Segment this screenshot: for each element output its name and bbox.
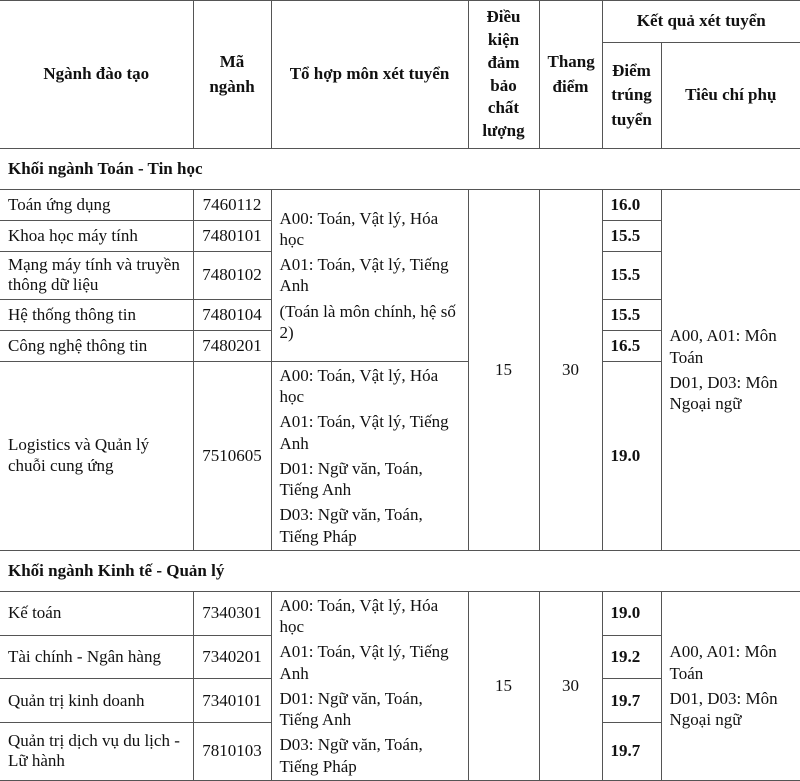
header-condition: Điều kiện đảm bảo chất lượng: [468, 1, 539, 149]
sub-criteria: A00, A01: Môn Toán D01, D03: Môn Ngoại ngữ: [661, 190, 800, 551]
cutoff-score: 15.5: [602, 221, 661, 252]
major-name: Hệ thống thông tin: [0, 299, 193, 330]
quality-condition: 15: [468, 591, 539, 780]
table-row: [0, 190, 800, 221]
header-row-1: [0, 1, 800, 43]
score-scale: 30: [539, 591, 602, 780]
major-name: Công nghệ thông tin: [0, 330, 193, 361]
header-combo: Tổ hợp môn xét tuyển: [271, 1, 468, 149]
major-code: 7480102: [193, 252, 271, 300]
cutoff-score: 15.5: [602, 252, 661, 300]
header-code: Mã ngành: [193, 1, 271, 149]
sub-criteria: A00, A01: Môn Toán D01, D03: Môn Ngoại ngữ: [661, 591, 800, 780]
section-title-row: [0, 149, 800, 190]
score-scale: 30: [539, 190, 602, 551]
quality-condition: 15: [468, 190, 539, 551]
header-cutoff: Điểm trúng tuyển: [602, 43, 661, 149]
header-results: Kết quả xét tuyển: [602, 1, 800, 43]
major-name: Kế toán: [0, 591, 193, 635]
cutoff-score: 19.7: [602, 723, 661, 781]
major-name: Quản trị dịch vụ du lịch - Lữ hành: [0, 723, 193, 781]
table-row: [0, 591, 800, 635]
major-name: Toán ứng dụng: [0, 190, 193, 221]
cutoff-score: 16.5: [602, 330, 661, 361]
major-name: Quản trị kinh doanh: [0, 679, 193, 723]
header-major: Ngành đào tạo: [0, 1, 193, 149]
cutoff-score: 19.7: [602, 679, 661, 723]
header-scale: Thang điểm: [539, 1, 602, 149]
major-name: Mạng máy tính và truyền thông dữ liệu: [0, 252, 193, 300]
section-title: Khối ngành Kinh tế - Quản lý: [0, 550, 800, 591]
major-name: Tài chính - Ngân hàng: [0, 635, 193, 679]
cutoff-score: 19.0: [602, 591, 661, 635]
subject-combinations: A00: Toán, Vật lý, Hóa học A01: Toán, Vật lý, Tiếng Anh (Toán là môn chính, hệ số 2): [271, 190, 468, 362]
cutoff-score: 19.0: [602, 361, 661, 550]
section-title: Khối ngành Toán - Tin học: [0, 149, 800, 190]
major-code: 7810103: [193, 723, 271, 781]
major-code: 7480201: [193, 330, 271, 361]
major-code: 7340301: [193, 591, 271, 635]
major-code: 7340201: [193, 635, 271, 679]
major-code: 7510605: [193, 361, 271, 550]
header-sub-criteria: Tiêu chí phụ: [661, 43, 800, 149]
major-name: Khoa học máy tính: [0, 221, 193, 252]
cutoff-score: 19.2: [602, 635, 661, 679]
cutoff-score: 15.5: [602, 299, 661, 330]
major-code: 7480104: [193, 299, 271, 330]
section-title-row: [0, 550, 800, 591]
subject-combinations: A00: Toán, Vật lý, Hóa học A01: Toán, Vật lý, Tiếng Anh D01: Ngữ văn, Toán, Tiếng Anh D03: Ngữ văn, Toán, Tiếng Pháp: [271, 361, 468, 550]
major-code: 7340101: [193, 679, 271, 723]
subject-combinations: A00: Toán, Vật lý, Hóa học A01: Toán, Vật lý, Tiếng Anh D01: Ngữ văn, Toán, Tiếng Anh D03: Ngữ văn, Toán, Tiếng Pháp: [271, 591, 468, 780]
major-code: 7480101: [193, 221, 271, 252]
cutoff-score: 16.0: [602, 190, 661, 221]
major-code: 7460112: [193, 190, 271, 221]
major-name: Logistics và Quản lý chuỗi cung ứng: [0, 361, 193, 550]
